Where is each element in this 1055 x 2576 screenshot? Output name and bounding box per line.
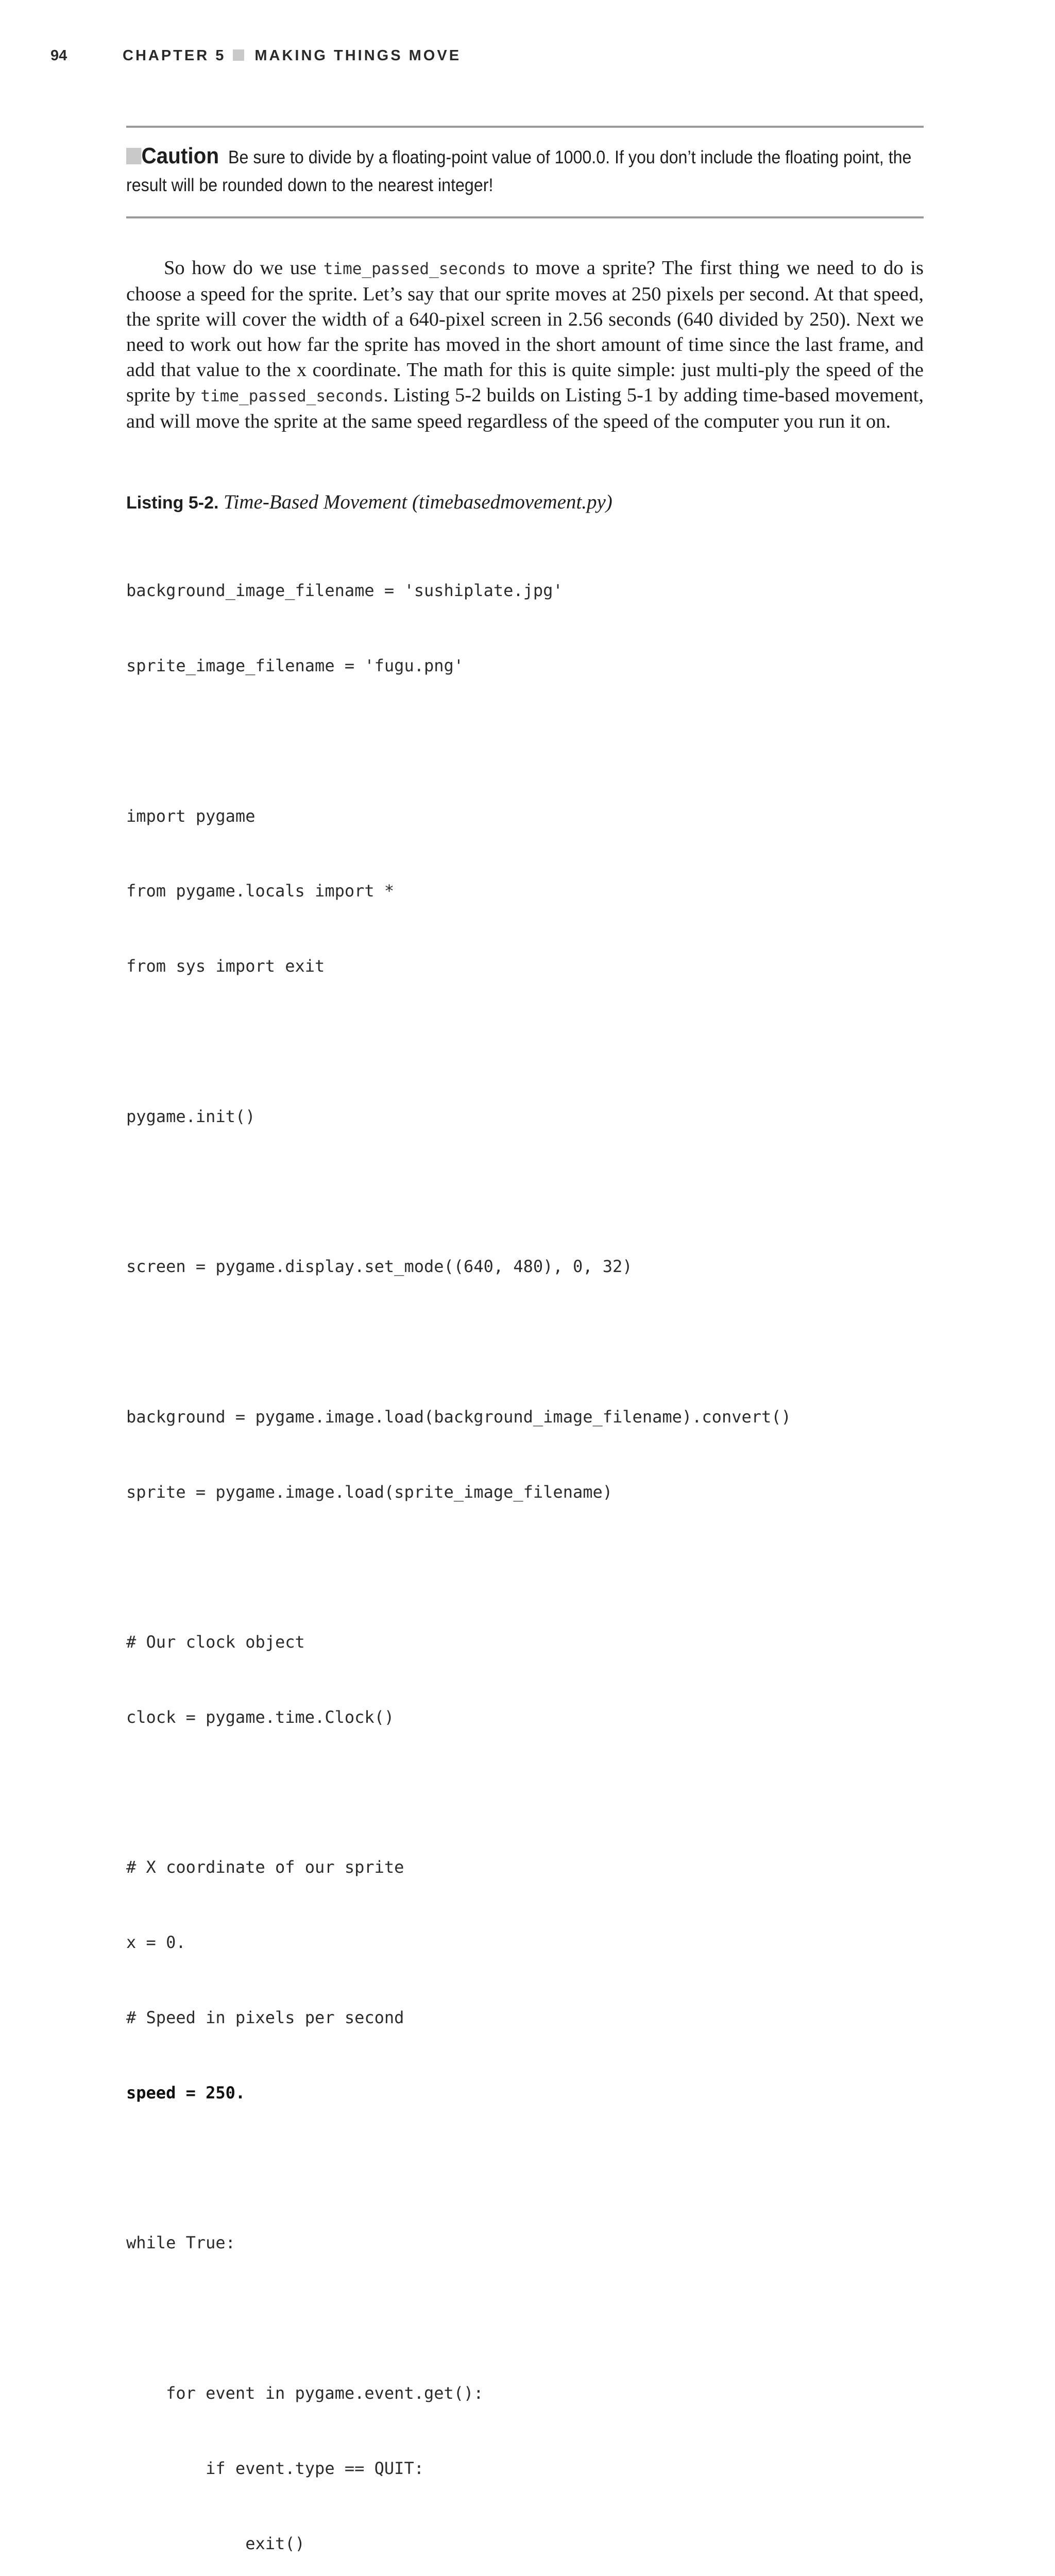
listing-caption — [126, 489, 924, 516]
body-paragraph — [126, 256, 924, 434]
code-line — [126, 1179, 924, 1204]
code-line: exit() — [126, 2533, 305, 2553]
chapter-title: MAKING THINGS MOVE — [254, 47, 462, 64]
code-line — [126, 728, 924, 754]
code-line: screen = pygame.display.set_mode((640, 480), 0, 32) — [126, 1257, 633, 1277]
listing-title: Time-Based Movement (timebasedmovement.py) — [223, 491, 612, 513]
caution-square-icon — [126, 148, 141, 164]
code-line: import pygame — [126, 806, 256, 826]
code-line: x = 0. — [126, 1933, 186, 1953]
caution-label: Caution — [141, 143, 219, 168]
running-head — [50, 47, 926, 70]
caution-box — [126, 126, 924, 218]
code-line: background_image_filename = 'sushiplate.jpg' — [126, 581, 563, 601]
code-line: from pygame.locals import * — [126, 881, 395, 901]
code-line-highlighted: speed = 250. — [126, 2082, 246, 2103]
inline-code-2: time_passed_seconds — [200, 387, 383, 405]
chapter-heading — [123, 47, 461, 64]
code-line: sprite_image_filename = 'fugu.png' — [126, 655, 464, 675]
code-line: # X coordinate of our sprite — [126, 1857, 404, 1877]
paragraph-part-1: So how do we use — [164, 257, 324, 279]
code-line: while True: — [126, 2233, 235, 2253]
separator-square-icon — [233, 49, 244, 61]
paragraph-part-2: to move a sprite? The first thing we need to do is choose a speed for the sprite. Let’s say that our sprite moves at 250 pixels per second. At that speed, the sprite will cover the width of a 640-pixel screen in 2.56 seconds (640 divided by 250). Next we need to work out how far the sprite has moved in the short amount of time since the last frame, and add that value to the x coordinate. The math for this is quite simple: just multi-ply the speed of the sprite by — [126, 257, 924, 406]
code-line — [126, 1029, 924, 1054]
inline-code-1: time_passed_seconds — [323, 260, 506, 278]
page-number: 94 — [50, 47, 67, 64]
code-line: background = pygame.image.load(background_image_filename).convert() — [126, 1406, 791, 1427]
code-line: # Our clock object — [126, 1632, 305, 1652]
caution-body: Be sure to divide by a floating-point value of 1000.0. If you don’t include the floating point, the result will be rounded down to the nearest integer! — [126, 147, 912, 195]
code-line — [126, 2156, 924, 2181]
code-line — [126, 1780, 924, 1805]
code-line — [126, 2306, 924, 2331]
code-line: pygame.init() — [126, 1106, 256, 1126]
code-listing — [126, 528, 924, 2576]
code-line: # Speed in pixels per second — [126, 2008, 404, 2028]
code-line — [126, 1329, 924, 1354]
listing-label: Listing 5-2. — [126, 493, 219, 513]
paragraph-part-3: . Listing 5-2 builds on Listing 5-1 by adding time-based movement, and will move the sprite at the same speed regardless of the speed of the computer you run it on. — [126, 384, 924, 432]
code-line: sprite = pygame.image.load(sprite_image_filename) — [126, 1482, 613, 1502]
code-line: for event in pygame.event.get(): — [126, 2383, 484, 2403]
code-line: clock = pygame.time.Clock() — [126, 1707, 395, 1727]
chapter-label: CHAPTER 5 — [123, 47, 226, 64]
code-line: if event.type == QUIT: — [126, 2458, 424, 2478]
caution-text — [126, 142, 923, 199]
code-line — [126, 1554, 924, 1580]
code-line: from sys import exit — [126, 956, 325, 976]
